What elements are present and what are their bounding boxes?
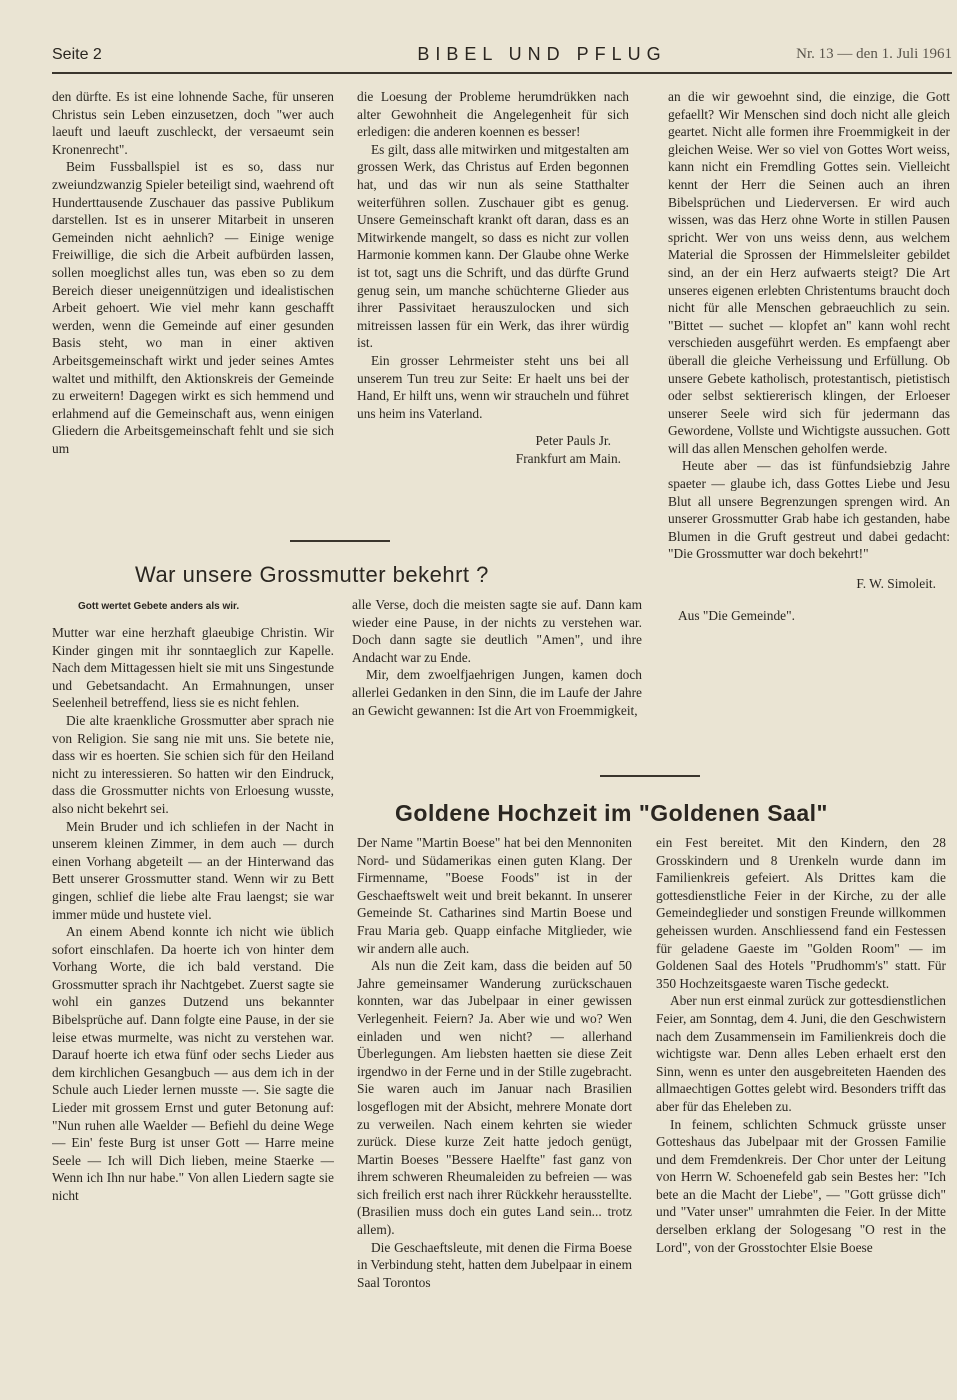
paragraph: An einem Abend konnte ich nicht wie üblich sofort einschlafen. Da hoerte ich von hinter dem Vorhang Worte, die ich bald verstand. Die Grossmutter sprach ihr Nachtgebet. Zuerst sagte sie wohl ein ganzes Dutzend uns bekannter Bibelsprüche auf. Dann folgte eine Pause, in der sie leise etwas murmelte, was nicht zu verstehen war. Darauf hoerte ich etwa fünf oder sechs Lieder aus dem kirchlichen Gesangbuch — aus dem ich in der Schule auch Lieder lernen musste —. Sie sagte die Lieder mit grossem Ernst und guter Betonung auf: "Nun ruhen alle Waelder — Befiehl du deine Wege — Ein' feste Burg ist unser Gott — Harre meine Seele — Ich will Dich lieben, meine Staerke — Wenn ich Ihn nur habe." Von allen Liedern sagte sie nicht [52,924,334,1203]
paragraph: Mutter war eine herzhaft glaeubige Christin. Wir Kinder gingen mit ihr sonntaeglich zur Kapelle. Nach dem Mittagessen hielt sie mit uns Singestunde und Gebetsandacht. An Ermahnungen, unser Seelenheil betreffend, liess sie es nicht fehlen. [52,625,334,711]
masthead: BIBEL UND PFLUG [417,44,667,64]
paragraph: Mir, dem zwoelfjaehrigen Jungen, kamen doch allerlei Gedanken in den Sinn, die im Laufe der Jahre an Gewicht gewannen: Ist die Art von Froemmigkeit, [352,667,642,718]
article3-column-2 [656,834,946,1380]
paragraph: an die wir gewoehnt sind, die einzige, die Gott gefaellt? Wir Menschen sind doch nicht alle gleich geartet. Nicht alle formen ihre Froemmigkeit in der gleichen Weise. Wer so viel von Gottes Wort weiss, kann nicht ein Fremdling Gottes sein. Vielleicht kennt der Herr die Seinen auch an ihren Bibelsprüchen und Liederversen. Er wird auch wissen, was das Herz ohne Worte in stillen Pausen spricht. Wer von uns weiss denn, aus welchem Material die Sprossen der Himmelsleiter gebildet sind, an der ein Herz aufwaerts steigt? Die Art unseres eigenen erlebten Christentums braucht doch nicht für alle Menschen gebraeuchlich zu sein. "Bittet — suchet — klopfet an" kann wohl recht verschieden ausgeführt werden. Es empfaengt aber überall die gleiche Verheissung und Erfüllung. Ob unsere Gebete katholisch, protestantisch, pietistisch oder selbst sektiererisch klingen, der Erloeser unserer Seele wird sich für jedermann das Gewordene, Vollste und Wichtigste aussuchen. Gott will das allen Menschen geholfen werde. [668,89,950,456]
author: F. W. Simoleit. [856,576,936,592]
paragraph: Die Geschaeftsleute, mit denen die Firma Boese in Verbindung steht, hatten dem Jubelpaar in einem Saal Torontos [357,1239,632,1290]
ornament-divider [290,540,390,542]
article1-column-2 [357,88,629,528]
paragraph: Es gilt, dass alle mitwirken und mitgestalten am grossen Werk, das Christus auf Erden begonnen hat, und das wir nun als seine Statthalter weiterführen sollen. Zuschauer gibt es genug. Unsere Gemeinschaft krankt oft daran, dass es an Mitwirkende mangelt, so dass es nicht zur vollen Harmonie kommen kann. Der Glaube ohne Werke ist tot, sagt uns die Schrift, und das dürfte Grund genug sein, um manche schüchterne Glieder aus ihrer Passivitaet herauszulocken und sich mitreissen lassen für ein Werk, das ihrer würdig ist. [357,141,629,351]
article2-kicker: Gott wertet Gebete anders als wir. [78,601,240,612]
paragraph: Beim Fussballspiel ist es so, dass nur zweiundzwanzig Spieler beteiligt sind, waehrend oft Hunderttausende Zuschauer das passive Publikum darstellen. Ist es in unserer Mitarbeit in unseren Gemeinden nicht aehnlich? — Einige wenige Freiwillige, die sich die Arbeit aufbürden lassen, sollen moeglichst alles tun, was eben so zu dem Bereich dieser uneigennützigen und idealistischen Arbeit gehoert. Wie viel mehr kann geschafft werden, wenn die Gemeinde auf einer gesunden Basis steht, wo man in einer aktiven Arbeitsgemeinschaft wirkt und jeder seines Amtes waltet und mithilft, den Aktionskreis der Gemeinde zu erweitern! Dagegen wirkt es sich hemmend und erlahmend auf die Gemeinschaft aus, wenn einigen Gliedern die Arbeitsgemeinschaft fehlt und sie sich um [52,159,334,456]
paragraph: Ein grosser Lehrmeister steht uns bei all unserem Tun treu zur Seite: Er haelt uns bei der Hand, Er hilft uns, wenn wir straucheln und führet uns heim ins Vaterland. [357,352,629,421]
paragraph: Als nun die Zeit kam, dass die beiden auf 50 Jahre gemeinsamer Wanderung zurückschauen konnten, war das Jubelpaar in einer gewissen Verlegenheit. Feiern? Ja. Aber wie und wo? Wen einladen und wen nicht? — allerhand Überlegungen. Am liebsten haetten sie diese Zeit irgendwo in der Ferne und in der Stille zugebracht. Sie waren auch im Januar nach Brasilien losgeflogen mit der Absicht, mehrere Monate dort zu verweilen. Nach einem kehrten sie wieder zurück. Diese kurze Zeit hatte jedoch genügt, Martin Boeses "Bessere Haelfte" fast ganz von ihrem schweren Rheumaleiden zu befreien — was sich freilich erst nach ihrer Rückkehr herausstellte. (Brasilien muss doch ein gutes Land sein... trotz allem). [357,958,632,1238]
paragraph: Aber nun erst einmal zurück zur gottesdienstlichen Feier, am Sonntag, dem 4. Juni, die den Geschwistern nach dem Zusammensein im Familienkreis doch die wichtigste war. Denn alles Leben erhaelt erst den Sinn, wenn es unter den ausgebreiteten Haenden des allmaechtigen Gottes gelebt wird. Besonders trifft das aber für das Eheleben zu. [656,993,946,1114]
article3-title: Goldene Hochzeit im "Goldenen Saal" [395,800,828,826]
issue-date: Nr. 13 — den 1. Juli 1961 [796,46,952,62]
article2-title: War unsere Grossmutter bekehrt ? [135,562,489,587]
article2-column-2 [352,596,642,768]
paragraph: ein Fest bereitet. Mit den Kindern, den 28 Grosskindern und 8 Urenkeln wurde dann im Familienkreis gefeiert. Als Drittes kam die gottesdienstliche Feier in der Kirche, zu der alle Gemeindeglieder und sonstigen Freunde willkommen geheissen wurden. Anschliessend fand ein Festessen für geladene Gaeste im "Golden Room" — im Goldenen Saal des Hotels "Prudhomm's" statt. Für 350 Hochzeitsgaeste waren Tische gedeckt. [656,835,946,991]
author: Peter Pauls Jr. [535,433,611,449]
ornament-divider [600,775,700,777]
source: Aus "Die Gemeinde". [678,607,795,623]
article2-column-3 [668,88,950,778]
paragraph: Der Name "Martin Boese" hat bei den Mennoniten Nord- und Südamerikas einen guten Klang. Der Firmenname, "Boese Foods" ist in der Geschaeftswelt weit und breit bekannt. In unserer Gemeinde St. Catharines sind Martin Boese und Frau Maria geb. Quapp einfache Mitglieder, wie wir andern alle auch. [357,835,632,956]
paragraph: Heute aber — das ist fünfundsiebzig Jahre spaeter — glaube ich, dass Gottes Liebe und Jesu Blut all unsere Begrenzungen sprengen wird. An unserer Grossmutter Grab habe ich gestanden, habe Blumen in die Gruft gestreut und dabei gedacht: "Die Grossmutter war doch bekehrt!" [668,458,950,562]
paragraph: den dürfte. Es ist eine lohnende Sache, für unseren Christus sein Leben einzusetzen, doch "wer auch laeuft und laeuft zuschleckt, der versaeumt sein Kronenrecht". [52,89,334,157]
article2-column-1 [52,624,334,1380]
paragraph: alle Verse, doch die meisten sagte sie auf. Dann kam wieder eine Pause, in der nichts zu verstehen war. Doch dann sagte sie deutlich "Amen", und ihre Andacht war zu Ende. [352,597,642,665]
paragraph: Mein Bruder und ich schliefen in der Nacht in unserem kleinen Zimmer, in dem auch — durch einen Vorhang abgeteilt — an der Hinterwand das Bett unserer Grossmutter stand. Wenn wir zu Bett gingen, schlief die liebe alte Frau laengst; sie war immer müde und hustete viel. [52,818,334,922]
article1-column-1 [52,88,334,528]
author-place: Frankfurt am Main. [515,450,621,466]
paragraph: In feinem, schlichten Schmuck grüsste unser Gotteshaus das Jubelpaar mit der Grossen Familie und dem Fremdenkreis. Der Chor unter der Leitung von Herrn W. Schoenefeld gab sein Bestes her: "Ich bete an die Macht der Liebe", — "Gott grüsse dich" und "Vater unser" umrahmten die Feier. In der Mitte derselben erklang der Sologesang "O rest in the Lord", von der Grosstochter Elsie Boese [656,1116,946,1255]
header-rule [52,72,952,74]
paragraph: die Loesung der Probleme herumdrükken nach alter Gewohnheit die Angelegenheit für sich erledigen: die anderen koennen es besser! [357,89,629,140]
page-header [52,40,952,70]
page-number: Seite 2 [52,46,102,63]
article3-column-1 [357,834,632,1380]
paragraph: Die alte kraenkliche Grossmutter aber sprach nie von Religion. Sie sang nie mit uns. Sie betete nie, dass wir es hoerten. Sie schien sich für den Heiland nicht zu interessieren. So hatten wir den Eindruck, dass die Grossmutter nichts von Erloesung wusste, also nicht bekehrt sei. [52,712,334,816]
